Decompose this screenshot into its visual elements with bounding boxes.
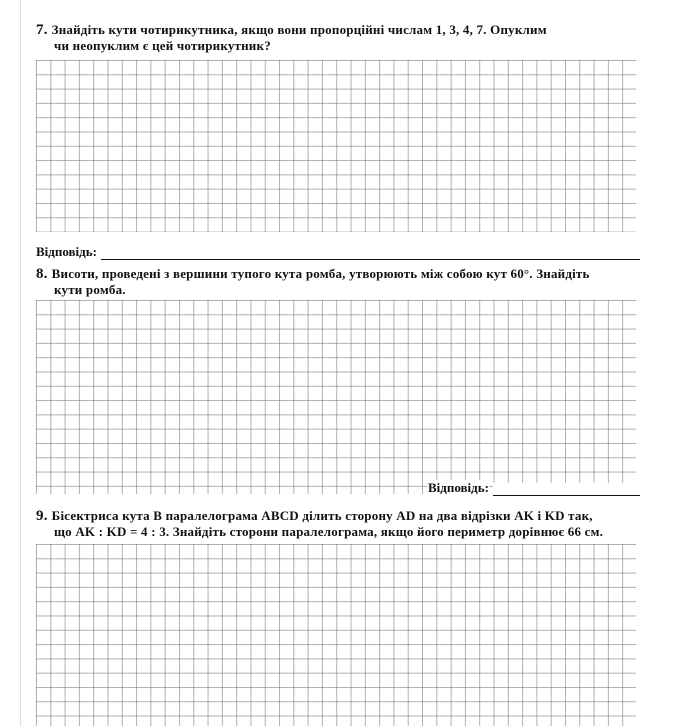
problem-9-number: 9. bbox=[36, 508, 48, 524]
problem-9-text bbox=[36, 508, 640, 539]
problem-8-line1: Висоти, проведені з вершини тупого кута ромба, утворюють між собою кут 60°. Знайдіть bbox=[51, 266, 590, 281]
problem-7-answer[interactable] bbox=[36, 244, 640, 260]
problem-7-answer-label: Відповідь: bbox=[36, 244, 97, 259]
problem-8-answer-label: Відповідь: bbox=[428, 480, 489, 495]
problem-7-grid[interactable] bbox=[36, 60, 636, 232]
problem-7-text bbox=[36, 22, 640, 53]
problem-9-line2: що AK : KD = 4 : 3. Знайдіть сторони паралелограма, якщо його периметр дорівнює 66 см. bbox=[54, 524, 604, 539]
problem-8-text bbox=[36, 266, 640, 297]
page-edge bbox=[20, 0, 21, 726]
problem-7-line1: Знайдіть кути чотирикутника, якщо вони пропорційні числам 1, 3, 4, 7. Опуклим bbox=[51, 22, 547, 37]
problem-8-answer[interactable] bbox=[428, 480, 640, 496]
problem-7-answer-line[interactable] bbox=[101, 247, 640, 260]
problem-8-answer-line[interactable] bbox=[493, 483, 640, 496]
problem-8-grid[interactable] bbox=[36, 300, 636, 494]
problem-7-line2: чи неопуклим є цей чотирикутник? bbox=[54, 38, 271, 53]
problem-9-grid[interactable] bbox=[36, 544, 636, 726]
problem-9-line1: Бісектриса кута B паралелограма ABCD ділить сторону AD на два відрізки AK і KD так, bbox=[51, 508, 593, 523]
problem-8-number: 8. bbox=[36, 266, 48, 282]
problem-7-number: 7. bbox=[36, 22, 48, 38]
problem-8-line2: кути ромба. bbox=[54, 282, 126, 297]
